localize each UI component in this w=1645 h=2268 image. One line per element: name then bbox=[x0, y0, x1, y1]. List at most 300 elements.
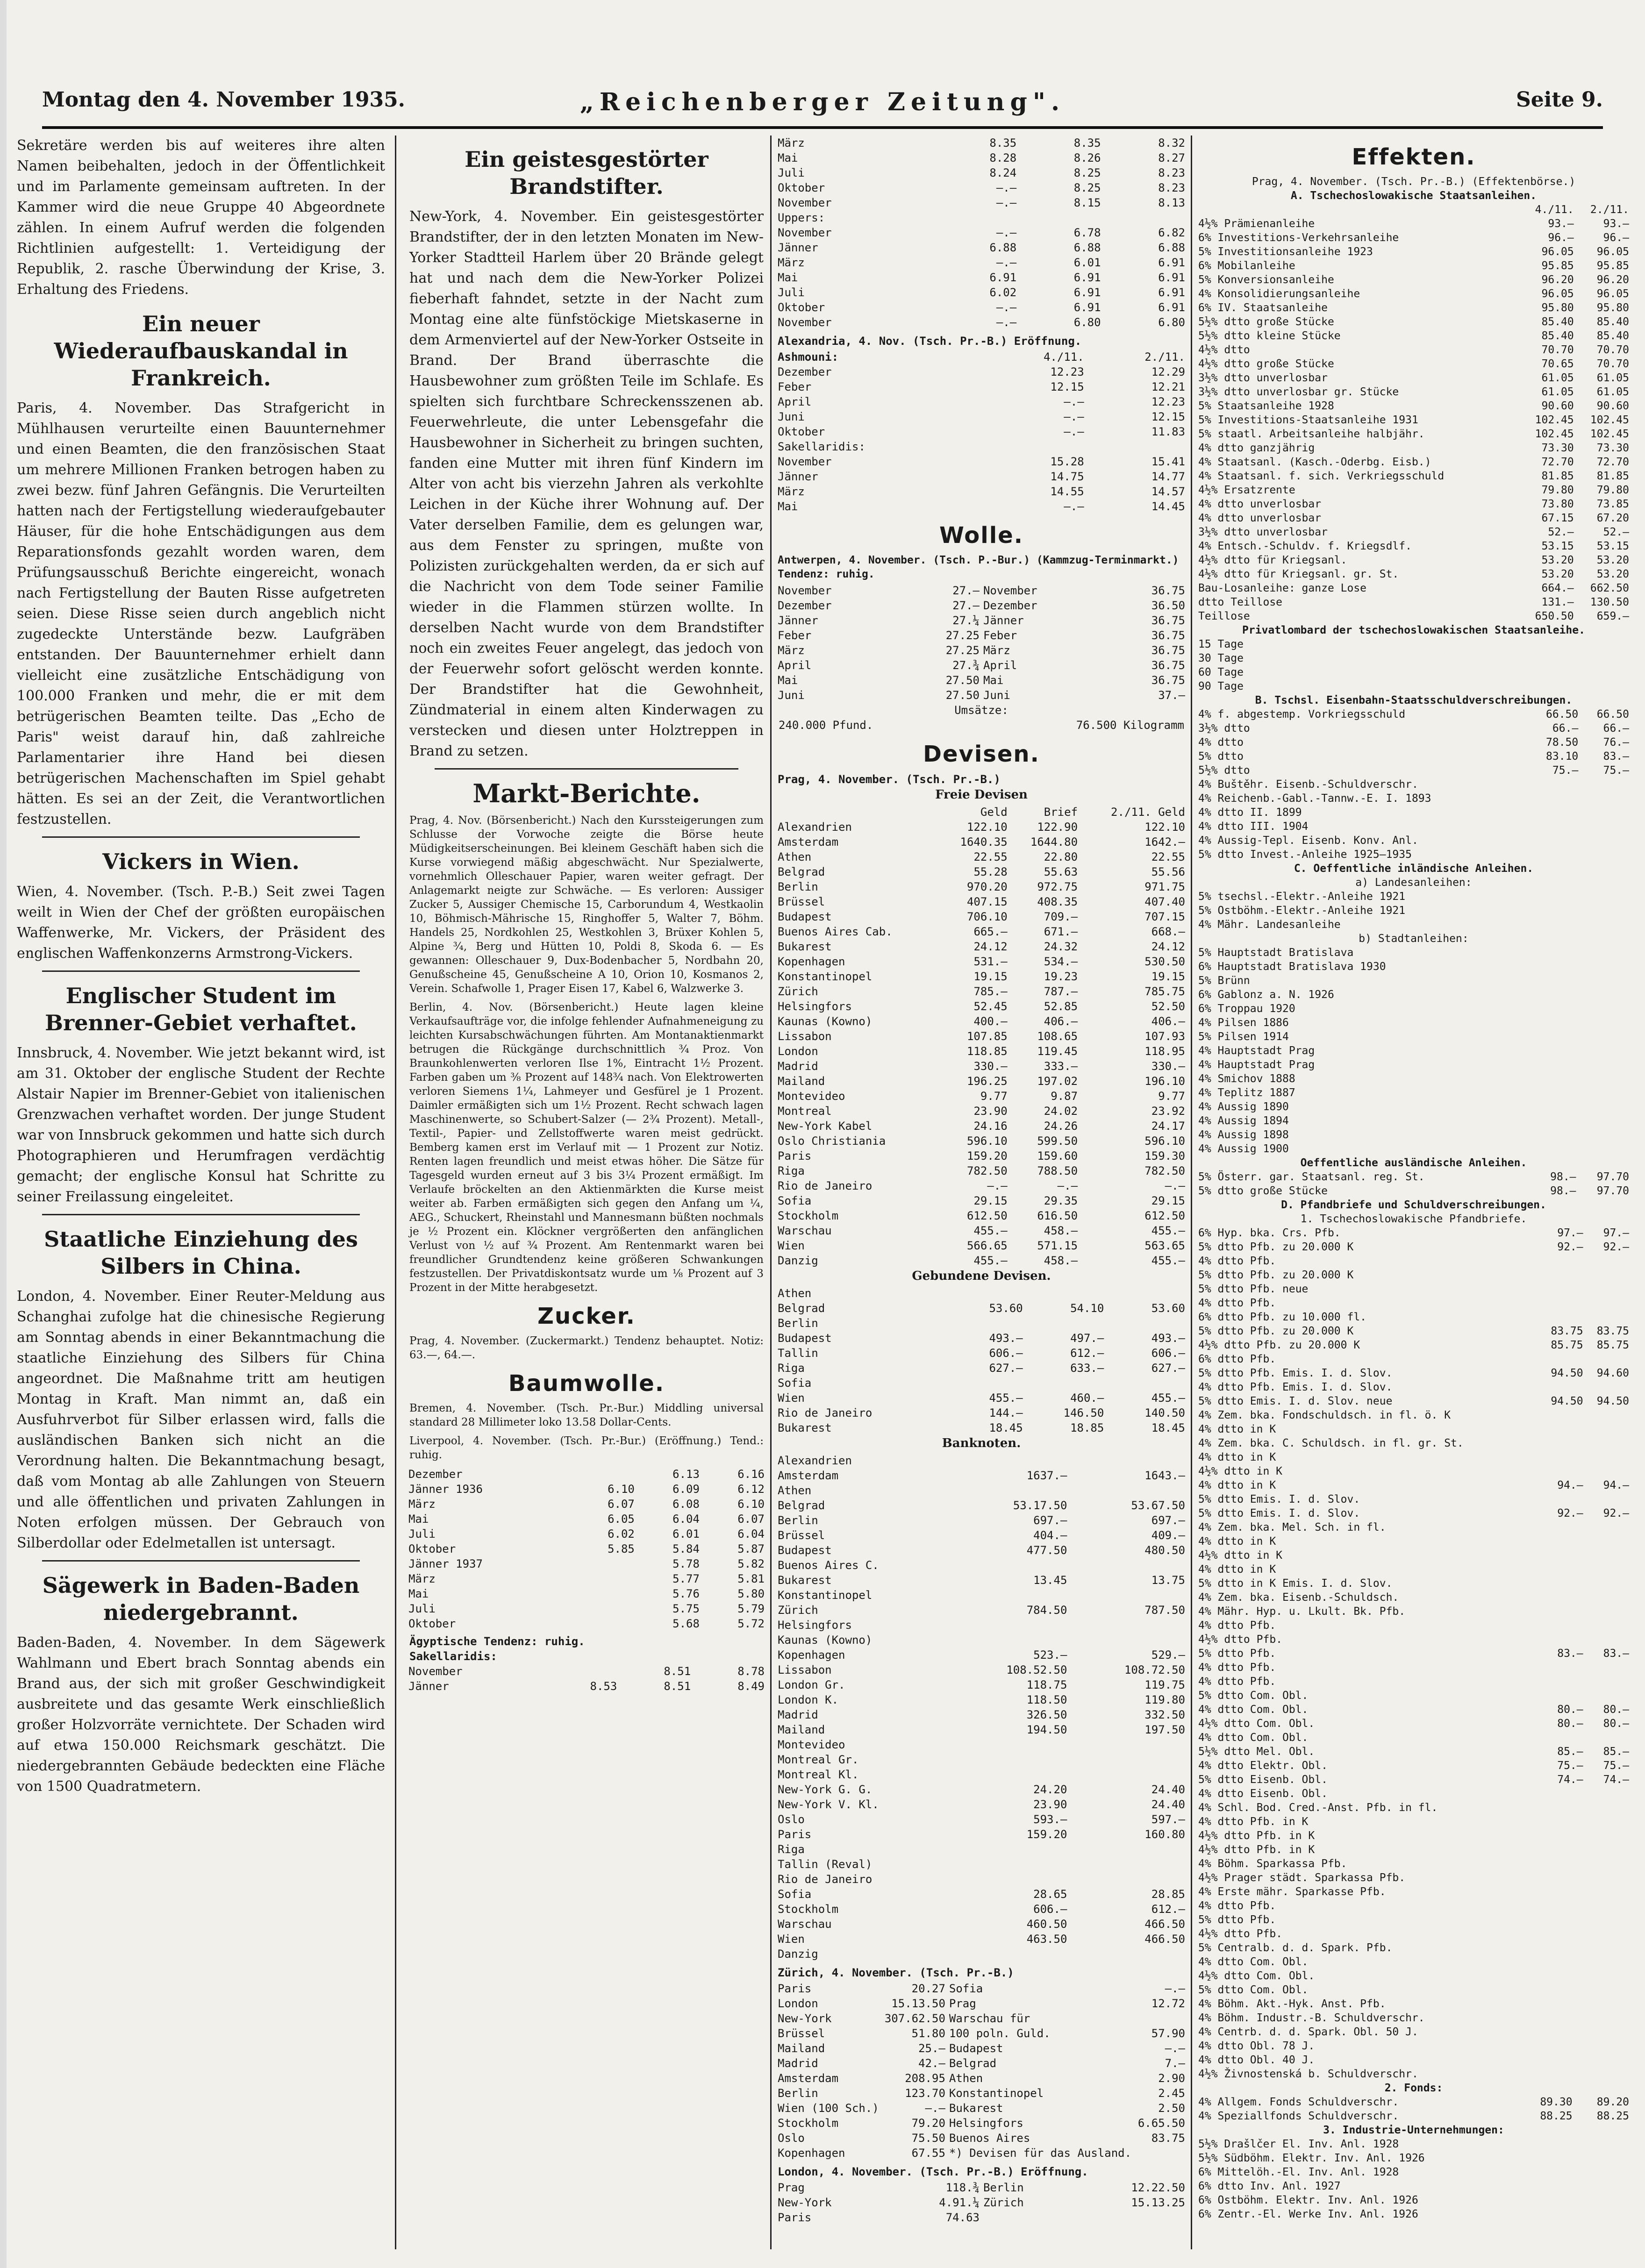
table-cell: Stockholm bbox=[778, 2117, 839, 2130]
table-cell: Belgrad bbox=[778, 1302, 825, 1315]
table-cell: 4% dtto III. 1904 bbox=[1198, 820, 1309, 833]
table-cell: 5.72 bbox=[737, 1617, 765, 1630]
table-cell: 159.60 bbox=[1037, 1149, 1078, 1163]
table-cell: 75.— bbox=[1603, 764, 1629, 777]
table-heading: Prag, 4. November. (Tsch. Pr.-B.) bbox=[778, 773, 1001, 786]
table-cell bbox=[1585, 1436, 1631, 1450]
table-cell bbox=[1615, 1002, 1623, 1016]
table-cell: 3½% dtto unverlosbar bbox=[1198, 526, 1328, 538]
table-cell bbox=[1539, 1815, 1585, 1829]
table-cell: —.— bbox=[996, 316, 1017, 329]
table-cell: 4% dtto bbox=[1198, 736, 1244, 749]
table-cell: Warschau für bbox=[949, 2012, 1030, 2025]
column-2 bbox=[407, 136, 766, 2249]
table-cell: 697.— bbox=[1151, 1514, 1185, 1527]
table-cell bbox=[1580, 848, 1631, 862]
table-cell: 5½% dtto Mel. Obl. bbox=[1198, 1746, 1315, 1758]
table-row bbox=[776, 820, 1187, 834]
column-header: 2./11. bbox=[1590, 204, 1629, 216]
table-row bbox=[1196, 343, 1631, 357]
table-cell bbox=[1573, 679, 1602, 693]
table-cell bbox=[1623, 1016, 1631, 1030]
table-row bbox=[1196, 1436, 1631, 1450]
table-cell: 409.— bbox=[1151, 1529, 1185, 1542]
table-cell: Zürich bbox=[778, 1604, 818, 1617]
table-cell: 8.26 bbox=[1073, 151, 1101, 164]
table-row bbox=[776, 894, 1187, 909]
table-cell: 659.— bbox=[1596, 610, 1629, 622]
table-cell: 8.15 bbox=[1073, 196, 1101, 209]
table-cell bbox=[1623, 974, 1631, 988]
table-row bbox=[776, 2180, 1187, 2195]
table-cell: 4% dtto Pfb. bbox=[1198, 1662, 1276, 1674]
table-cell: 4% Staatsanl. (Kasch.-Oderbg. Eisb.) bbox=[1198, 456, 1431, 468]
table-row bbox=[776, 1573, 1187, 1588]
table-cell: 4½% dtto Com. Obl. bbox=[1198, 1718, 1315, 1730]
table-cell: 73.85 bbox=[1596, 498, 1629, 510]
table-cell: 6.10 bbox=[608, 1483, 635, 1496]
table-cell: 788.50 bbox=[1037, 1164, 1078, 1177]
table-cell: 970.20 bbox=[966, 880, 1008, 893]
table-cell: 75.50 bbox=[911, 2132, 945, 2145]
table-row bbox=[1196, 1590, 1631, 1605]
table-cell bbox=[1539, 1268, 1585, 1282]
table-cell: 4% dtto Pfb. bbox=[1198, 1255, 1276, 1267]
table-cell bbox=[934, 210, 1018, 225]
table-cell: 23.92 bbox=[1151, 1105, 1185, 1118]
table-cell: 92.— bbox=[1603, 1507, 1629, 1519]
table-row bbox=[776, 300, 1187, 315]
table-cell: 596.10 bbox=[966, 1134, 1008, 1148]
table-cell bbox=[1025, 1376, 1106, 1391]
table-cell: 5½% dtto bbox=[1198, 764, 1250, 777]
divider bbox=[42, 836, 360, 838]
table-cell bbox=[1585, 1927, 1631, 1941]
table-cell: 460.50 bbox=[1026, 1918, 1067, 1931]
table-row bbox=[776, 909, 1187, 924]
table-row bbox=[1196, 1801, 1631, 1815]
table-row bbox=[776, 1148, 1187, 1163]
securities-table bbox=[1196, 203, 1631, 623]
table-cell: 29.15 bbox=[973, 1194, 1008, 1207]
table-cell: 4% dtto in K bbox=[1198, 1451, 1276, 1463]
table-row bbox=[1196, 329, 1631, 343]
table-row bbox=[776, 2195, 1187, 2210]
table-cell: 480.50 bbox=[1144, 1544, 1185, 1557]
table-cell: 27.25 bbox=[945, 644, 980, 657]
table-cell: Wien bbox=[778, 1391, 805, 1405]
table-cell bbox=[1069, 1722, 1075, 1737]
table-row bbox=[776, 688, 1187, 703]
table-cell bbox=[1539, 1871, 1585, 1885]
table-cell: Prag bbox=[778, 2181, 805, 2194]
table-cell bbox=[1069, 1902, 1075, 1917]
table-cell bbox=[1539, 1422, 1585, 1436]
table-cell bbox=[1602, 651, 1631, 665]
table-row bbox=[776, 2146, 1187, 2161]
table-cell: 5% Staatsanleihe 1928 bbox=[1198, 400, 1334, 412]
table-cell: 4% Hauptstadt Prag bbox=[1198, 1045, 1315, 1057]
table-cell: 4% dtto in K bbox=[1198, 1535, 1276, 1548]
table-cell bbox=[1585, 1268, 1631, 1282]
table-row bbox=[407, 1664, 766, 1679]
table-row bbox=[776, 1420, 1187, 1435]
table-cell bbox=[1585, 1899, 1631, 1913]
table-cell: 208.95 bbox=[905, 2072, 945, 2085]
table-row bbox=[1196, 1576, 1631, 1590]
table-cell: Dezember bbox=[408, 1468, 463, 1481]
table-cell: 95.80 bbox=[1541, 302, 1574, 314]
table-cell: 563.65 bbox=[1144, 1239, 1185, 1252]
table-row bbox=[1196, 2193, 1631, 2207]
table-row bbox=[776, 1887, 1187, 1902]
column-rule bbox=[1191, 136, 1192, 2249]
table-cell bbox=[1615, 1086, 1623, 1100]
table-cell bbox=[1585, 1871, 1631, 1885]
table-row bbox=[407, 1482, 766, 1497]
table-cell: 3½% dtto bbox=[1198, 722, 1250, 735]
table-cell: 5% tsechsl.-Elektr.-Anleihe 1921 bbox=[1198, 891, 1406, 903]
table-cell bbox=[1615, 960, 1623, 974]
table-cell: 67.20 bbox=[1596, 512, 1629, 524]
egypt-table bbox=[407, 1664, 766, 1694]
table-row bbox=[1196, 1170, 1631, 1184]
table-cell: Jänner bbox=[778, 470, 818, 483]
table-cell: 54.10 bbox=[1070, 1302, 1104, 1315]
table-cell bbox=[1585, 1857, 1631, 1871]
table-cell: 12.72 bbox=[1151, 1997, 1185, 2010]
table-row bbox=[1196, 735, 1631, 749]
table-cell: 88.25 bbox=[1596, 2110, 1629, 2122]
table-cell bbox=[1539, 1450, 1585, 1464]
table-row bbox=[1196, 1282, 1631, 1296]
table-cell: Oktober bbox=[778, 181, 825, 194]
table-cell: Rio de Janeiro bbox=[778, 1873, 873, 1886]
table-cell bbox=[1069, 1767, 1075, 1782]
table-cell: 455.— bbox=[973, 1254, 1008, 1267]
table-cell: 707.15 bbox=[1144, 910, 1185, 923]
table-cell bbox=[1585, 1619, 1631, 1633]
table-cell bbox=[1069, 1782, 1075, 1797]
table-cell bbox=[1071, 2210, 1187, 2225]
table-cell: 8.32 bbox=[1158, 136, 1185, 150]
table-row bbox=[776, 1453, 1187, 1468]
table-cell: 4% Zem. bka. Eisenb.-Schuldsch. bbox=[1198, 1591, 1399, 1604]
foreign-loans-table bbox=[1196, 1170, 1631, 1198]
table-cell: 75.— bbox=[1603, 1760, 1629, 1772]
table-cell: Mai bbox=[778, 151, 798, 164]
table-cell: 78.50 bbox=[1546, 736, 1579, 749]
table-row bbox=[1196, 1296, 1631, 1310]
section-title: Wolle. bbox=[939, 522, 1023, 549]
table-cell bbox=[1580, 777, 1631, 792]
table-cell: Tallin bbox=[778, 1347, 818, 1360]
table-cell: Madrid bbox=[778, 1708, 818, 1721]
table-row bbox=[1196, 1675, 1631, 1689]
table-cell: 14.45 bbox=[1151, 500, 1185, 513]
table-cell: 4% Zem. bka. Fondschuldsch. in fl. ö. K bbox=[1198, 1409, 1451, 1421]
table-cell: 5% dtto Com. Obl. bbox=[1198, 1690, 1309, 1702]
table-cell bbox=[1069, 1842, 1075, 1857]
table-row bbox=[1196, 1016, 1631, 1030]
table-cell: 4% dtto Elektr. Obl. bbox=[1198, 1760, 1328, 1772]
table-row bbox=[1196, 301, 1631, 315]
table-row bbox=[1196, 679, 1631, 693]
table-cell bbox=[1585, 1913, 1631, 1927]
table-cell: Oktober bbox=[408, 1617, 456, 1630]
table-cell bbox=[1539, 1955, 1585, 1969]
table-cell bbox=[1624, 918, 1631, 932]
table-cell: 53.67.50 bbox=[1131, 1499, 1185, 1512]
table-cell: Dezember bbox=[778, 599, 832, 612]
table-cell: 29.15 bbox=[1151, 1194, 1185, 1207]
table-cell: 4.91.¼ bbox=[939, 2196, 980, 2209]
table-cell: 4½% Živnostenská b. Schuldverschr. bbox=[1198, 2068, 1418, 2080]
table-cell: Riga bbox=[778, 1164, 805, 1177]
table-cell: 20.27 bbox=[911, 1982, 945, 1995]
table-heading: Antwerpen, 4. November. (Tsch. P.-Bur.) (Kammzug-Terminmarkt.) Tendenz: ruhig. bbox=[778, 554, 1179, 580]
table-cell: London Gr. bbox=[778, 1678, 845, 1691]
table-row bbox=[776, 999, 1187, 1014]
table-row bbox=[1196, 1408, 1631, 1422]
divider bbox=[42, 1214, 360, 1215]
table-cell: 53.60 bbox=[989, 1302, 1023, 1315]
table-row bbox=[1196, 1843, 1631, 1857]
table-row bbox=[1196, 497, 1631, 511]
column-3 bbox=[776, 136, 1187, 2249]
table-cell: 1640.35 bbox=[960, 835, 1008, 849]
table-cell: New-York bbox=[778, 2196, 832, 2209]
table-subheading: Oeffentliche ausländische Anleihen. bbox=[1300, 1157, 1527, 1169]
table-cell: 122.10 bbox=[1144, 820, 1185, 834]
table-cell bbox=[958, 1842, 1069, 1857]
table-cell bbox=[1580, 806, 1631, 820]
table-cell: 6.82 bbox=[1158, 226, 1185, 239]
table-cell: Budapest bbox=[778, 1332, 832, 1345]
table-cell: 42.— bbox=[918, 2057, 945, 2070]
table-cell: 28.85 bbox=[1151, 1888, 1185, 1901]
table-cell: 4% Zem. bka. C. Schuldsch. in fl. gr. St. bbox=[1198, 1437, 1464, 1449]
table-cell bbox=[1069, 1633, 1075, 1648]
railway-table bbox=[1196, 707, 1631, 862]
table-cell: Kopenhagen bbox=[778, 1648, 845, 1662]
table-cell: Sofia bbox=[778, 1194, 812, 1207]
table-row bbox=[1196, 1254, 1631, 1268]
table-cell: 14.55 bbox=[1050, 485, 1084, 498]
table-cell: 6.91 bbox=[1158, 271, 1185, 284]
table-cell: 6.16 bbox=[737, 1468, 765, 1481]
table-cell: 14.77 bbox=[1151, 470, 1185, 483]
table-cell bbox=[1624, 2151, 1631, 2165]
table-cell: 74.— bbox=[1603, 1774, 1629, 1786]
table-row bbox=[776, 364, 1187, 379]
table-cell: 6.07 bbox=[608, 1498, 635, 1511]
table-cell bbox=[1530, 834, 1581, 848]
table-cell bbox=[958, 1633, 1069, 1648]
table-heading: Zürich, 4. November. (Tsch. Pr.-B.) bbox=[778, 1966, 1014, 1979]
table-row bbox=[776, 1208, 1187, 1223]
table-cell: 36.75 bbox=[1151, 644, 1185, 657]
column-header: 2./11. Geld bbox=[1111, 806, 1185, 819]
table-cell bbox=[1624, 2137, 1631, 2151]
table-cell bbox=[1539, 1605, 1585, 1619]
table-cell: 4% f. abgestemp. Vorkriegsschuld bbox=[1198, 708, 1406, 720]
table-cell: Bukarest bbox=[778, 1574, 832, 1587]
table-row bbox=[776, 1588, 1187, 1603]
table-subheading: a) Landesanleihen: bbox=[1355, 877, 1472, 889]
table-cell: November bbox=[983, 584, 1037, 597]
table-row bbox=[776, 394, 1187, 409]
table-cell: 6.07 bbox=[737, 1512, 765, 1526]
table-cell: 96.— bbox=[1603, 232, 1629, 244]
table-row bbox=[1196, 1352, 1631, 1366]
table-cell: 6.10 bbox=[737, 1498, 765, 1511]
table-cell: 107.93 bbox=[1144, 1030, 1185, 1043]
table-row bbox=[1196, 385, 1631, 399]
table-cell bbox=[1602, 679, 1631, 693]
table-row bbox=[1196, 1506, 1631, 1520]
table-cell bbox=[1585, 1464, 1631, 1478]
table-cell: 612.50 bbox=[1144, 1209, 1185, 1222]
table-cell bbox=[1539, 1801, 1585, 1815]
table-cell bbox=[1585, 1605, 1631, 1619]
table-cell: Oktober bbox=[778, 301, 825, 314]
table-cell: 4% Pilsen 1886 bbox=[1198, 1017, 1289, 1029]
table-cell: Sofia bbox=[949, 1982, 983, 1995]
table-cell: Sakellaridis: bbox=[778, 440, 865, 453]
table-cell: 530.50 bbox=[1144, 955, 1185, 968]
table-row bbox=[407, 1586, 766, 1601]
table-cell: —.— bbox=[1064, 425, 1084, 438]
table-cell: 83.— bbox=[1603, 750, 1629, 763]
table-cell: 5% dtto Pfb. zu 20.000 K bbox=[1198, 1325, 1354, 1337]
table-cell: 5% dtto Emis. I. d. Slov. bbox=[1198, 1493, 1360, 1505]
table-cell: 606.— bbox=[1033, 1903, 1067, 1916]
table-cell: —.— bbox=[996, 256, 1017, 269]
table-row bbox=[776, 879, 1187, 894]
table-cell: 4% dtto Com. Obl. bbox=[1198, 1732, 1309, 1744]
table-cell bbox=[1585, 1815, 1631, 1829]
table-cell bbox=[1585, 1492, 1631, 1506]
table-cell bbox=[1623, 1072, 1631, 1086]
table-cell: 5% dtto Invest.-Anleihe 1925—1935 bbox=[1198, 849, 1412, 861]
table-cell: Jänner bbox=[983, 614, 1024, 627]
table-cell: 571.15 bbox=[1037, 1239, 1078, 1252]
table-cell bbox=[1585, 1562, 1631, 1576]
table-cell: Tallin (Reval) bbox=[778, 1858, 873, 1871]
table-cell: 4% dtto unverlosbar bbox=[1198, 512, 1322, 524]
section-title: Effekten. bbox=[1352, 144, 1476, 170]
table-cell: 5% dtto Emis. I. d. Slov. bbox=[1198, 1507, 1360, 1519]
table-cell bbox=[1585, 1689, 1631, 1703]
table-row bbox=[1196, 1100, 1631, 1114]
table-cell bbox=[1615, 974, 1623, 988]
table-cell bbox=[1585, 1801, 1631, 1815]
table-cell bbox=[1539, 1913, 1585, 1927]
table-cell: 24.40 bbox=[1151, 1783, 1185, 1796]
table-cell bbox=[1539, 1941, 1585, 1955]
table-cell: 4½% dtto Com. Obl. bbox=[1198, 1970, 1315, 1982]
table-cell: 24.02 bbox=[1044, 1105, 1078, 1118]
table-cell bbox=[1539, 1927, 1585, 1941]
table-cell: 5% Österr. gar. Staatsanl. reg. St. bbox=[1198, 1171, 1425, 1183]
table-cell bbox=[1069, 1707, 1075, 1722]
table-cell: —.— bbox=[1165, 1179, 1185, 1192]
table-cell bbox=[1585, 2025, 1631, 2039]
table-cell bbox=[1539, 1464, 1585, 1478]
table-cell: 497.— bbox=[1070, 1332, 1104, 1345]
table-cell: 159.30 bbox=[1144, 1149, 1185, 1163]
article-body: New-York, 4. November. Ein geistesgestörter Brandstifter, der in den letzten Monaten im New-Yorker Stadtteil Harlem über 20 Brände gelegt hat und nach dem die New-Yorker Polizei fieberhaft fahndet, setzte in der Nacht zum Montag eine alte fünfstöckige Mietskaserne in dem Armenviertel auf der New-Yorker Ostseite in Brand. Der Brand überraschte die Hausbewohner zum größten Teile im Schlafe. Es spielten sich furchtbare Schreckensszenen ab. Feuerwehrleute, die unter Lebensgefahr die Hausbewohner in Sicherheit zu bringen suchten, fanden eine Mutter mit ihren fünf Kindern im Alter von acht bis vierzehn Jahren als verkohlte Leichen in der Küche ihrer Wohnung auf. Der Vater derselben Familie, dem es gelungen war, aus dem Fenster zu springen, mußte von Polizisten zurückgehalten werden, da er sich auf die Nachricht von dem Tode seiner Familie wieder in die Flammen stürzen wollte. In derselben Nacht wurde von dem Brandstifter noch ein zweites Feuer angelegt, das jedoch von der Feuerwehr sofort gelöscht werden konnte. Der Brandstifter hat die Gewohnheit, Zündmaterial in einem alten Kinderwagen zu verstecken und diesen unter Holztreppen in Brand zu setzen. bbox=[409, 208, 764, 759]
table-cell: 5½% Drašlčer El. Inv. Anl. 1928 bbox=[1198, 2138, 1399, 2150]
table-cell bbox=[958, 1857, 1069, 1872]
table-cell: Riga bbox=[778, 1843, 805, 1856]
table-cell: 493.— bbox=[989, 1332, 1023, 1345]
table-cell: 23.90 bbox=[1033, 1798, 1067, 1811]
table-row bbox=[776, 1163, 1187, 1178]
table-row bbox=[407, 1541, 766, 1556]
table-cell bbox=[1069, 1648, 1075, 1662]
divider bbox=[42, 1560, 360, 1562]
table-cell: 81.85 bbox=[1596, 470, 1629, 482]
table-cell bbox=[1539, 1562, 1585, 1576]
table-cell: 4½% dtto in K bbox=[1198, 1549, 1283, 1562]
table-cell: dtto Teillose bbox=[1198, 596, 1283, 608]
table-cell: Athen bbox=[949, 2072, 983, 2085]
table-cell bbox=[1539, 1633, 1585, 1647]
table-cell: 4% Smichov 1888 bbox=[1198, 1073, 1295, 1085]
table-row bbox=[1196, 749, 1631, 763]
table-cell: 6.05 bbox=[608, 1512, 635, 1526]
table-row bbox=[776, 1857, 1187, 1872]
table-cell bbox=[1539, 1899, 1585, 1913]
table-cell: 85.40 bbox=[1541, 330, 1574, 342]
table-row bbox=[1196, 1927, 1631, 1941]
table-row bbox=[776, 1468, 1187, 1483]
table-cell: 407.40 bbox=[1144, 895, 1185, 908]
table-cell bbox=[1075, 1483, 1187, 1498]
table-cell: 4% Aussig 1894 bbox=[1198, 1115, 1289, 1127]
table-row bbox=[1196, 1871, 1631, 1885]
table-cell bbox=[958, 1872, 1069, 1887]
table-row bbox=[776, 849, 1187, 864]
table-cell bbox=[1136, 2011, 1187, 2026]
table-subheading: 3. Industrie-Unternehmungen: bbox=[1323, 2124, 1504, 2136]
table-cell: 2./11. bbox=[1144, 350, 1185, 364]
table-cell: Feber bbox=[778, 629, 812, 642]
table-cell: 477.50 bbox=[1026, 1544, 1067, 1557]
table-cell: Belgrad bbox=[778, 865, 825, 878]
table-cell bbox=[1602, 665, 1631, 679]
table-cell bbox=[1585, 1296, 1631, 1310]
table-cell bbox=[1615, 946, 1623, 960]
table-cell bbox=[1539, 2039, 1585, 2053]
table-cell: 96.05 bbox=[1541, 246, 1574, 258]
table-cell: 662.50 bbox=[1590, 582, 1629, 594]
turnover-left: 240.000 Pfund. bbox=[779, 719, 873, 732]
table-cell: 455.— bbox=[1151, 1254, 1185, 1267]
table-row bbox=[776, 1391, 1187, 1405]
table-row bbox=[776, 1633, 1187, 1648]
table-cell bbox=[958, 1483, 1069, 1498]
table-cell: 4% Schl. Bod. Cred.-Anst. Pfb. in fl. bbox=[1198, 1802, 1438, 1814]
table-cell: 122.10 bbox=[966, 820, 1008, 834]
table-row bbox=[1196, 2109, 1631, 2123]
table-cell: 4% Entsch.-Schuldv. f. Kriegsdlf. bbox=[1198, 540, 1412, 552]
table-row bbox=[1196, 1268, 1631, 1282]
article-body: Wien, 4. November. (Tsch. P.-B.) Seit zwei Tagen weilt in Wien der Chef der größten europäischen Waffenwerke, Mr. Vickers, der Präsident des englischen Waffenkonzerns Armstrong-Vickers. bbox=[17, 884, 385, 962]
table-cell bbox=[1075, 1558, 1187, 1573]
